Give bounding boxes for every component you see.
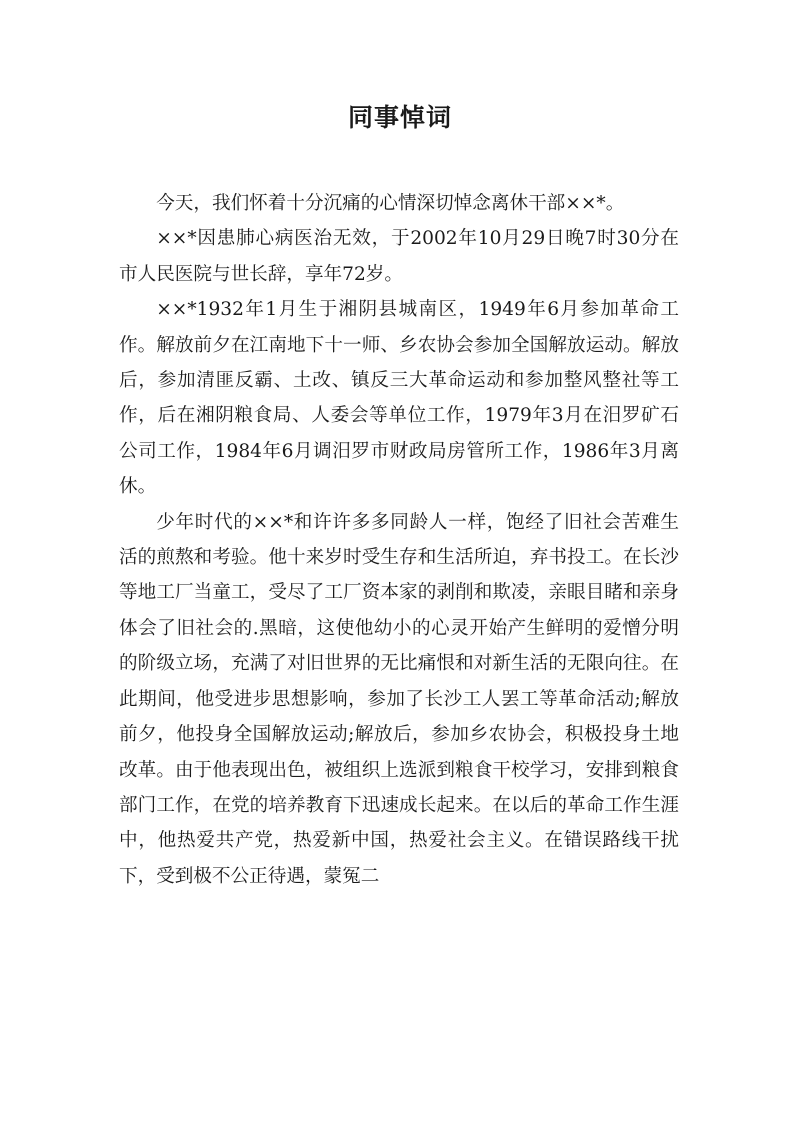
paragraph-4: 少年时代的××*和许许多多同龄人一样，饱经了旧社会苦难生活的煎熬和考验。他十来岁时受生存和生活所迫，弃书投工。在长沙等地工厂当童工，受尽了工厂资本家的剥削和欺凌，亲眼目睹和亲身体会了旧社会的.黑暗，这使他幼小的心灵开始产生鲜明的爱憎分明的阶级立场，充满了对旧世界的无比痛恨和对新生活的无限向往。在此期间，他受进步思想影响，参加了长沙工人罢工等革命活动;解放前夕，他投身全国解放运动;解放后，参加乡农协会，积极投身土地改革。由于他表现出色，被组织上选派到粮食干校学习，安排到粮食部门工作，在党的培养教育下迅速成长起来。在以后的革命工作生涯中，他热爱共产党，热爱新中国，热爱社会主义。在错误路线干扰下，受到极不公正待遇，蒙冤二	[119, 511, 679, 887]
paragraph-2: ××*因患肺心病医治无效，于2002年10月29日晚7时30分在市人民医院与世长辞，享年72岁。	[119, 228, 679, 285]
document-title: 同事悼词	[347, 103, 452, 132]
document-body	[119, 186, 679, 894]
paragraph-1: 今天，我们怀着十分沉痛的心情深切悼念离休干部××*。	[156, 193, 625, 214]
paragraph-3: ××*1932年1月生于湘阴县城南区，1949年6月参加革命工作。解放前夕在江南地下十一师、乡农协会参加全国解放运动。解放后，参加清匪反霸、土改、镇反三大革命运动和参加整风整社等工作，后在湘阴粮食局、人委会等单位工作，1979年3月在汨罗矿石公司工作，1984年6月调汨罗市财政局房管所工作，1986年3月离休。	[119, 299, 679, 498]
